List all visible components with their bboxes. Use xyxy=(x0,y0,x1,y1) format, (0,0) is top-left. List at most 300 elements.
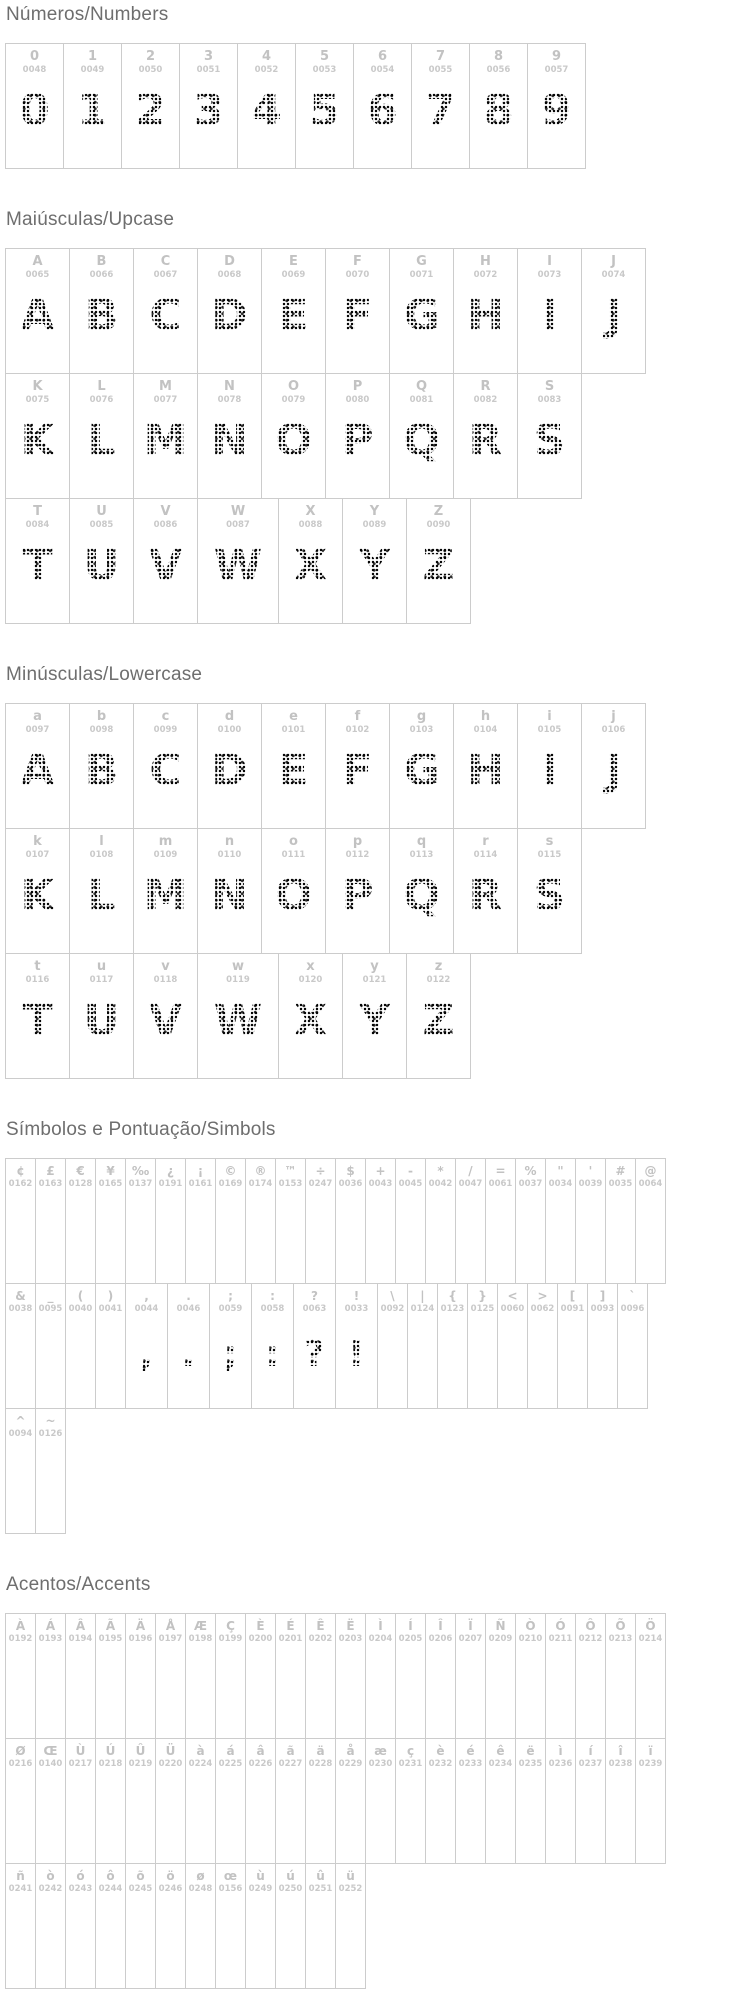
char-label: Ü xyxy=(165,1744,176,1758)
char-code: 0241 xyxy=(8,1884,33,1894)
char-glyph: . xyxy=(168,1324,209,1382)
char-label: À xyxy=(15,1619,26,1633)
char-code: 0048 xyxy=(22,65,47,75)
char-cell xyxy=(126,1864,156,1989)
char-label: c xyxy=(161,709,170,724)
char-code: 0123 xyxy=(440,1304,465,1314)
char-cell xyxy=(70,954,134,1079)
char-glyph xyxy=(588,1324,617,1382)
char-code: 0034 xyxy=(548,1179,573,1189)
char-code: 0042 xyxy=(428,1179,453,1189)
char-glyph: W xyxy=(198,995,278,1053)
char-cell xyxy=(454,374,518,499)
char-label: Ê xyxy=(316,1619,325,1633)
char-label: ™ xyxy=(284,1164,297,1178)
char-code: 0058 xyxy=(260,1304,285,1314)
char-glyph: N xyxy=(198,870,261,928)
char-code: 0251 xyxy=(308,1884,333,1894)
char-glyph xyxy=(366,1779,395,1837)
char-cell xyxy=(36,1614,66,1739)
char-cell xyxy=(456,1159,486,1284)
char-label: ì xyxy=(558,1744,563,1758)
char-label: ä xyxy=(316,1744,325,1758)
char-code: 0039 xyxy=(578,1179,603,1189)
char-cell xyxy=(134,249,198,374)
glyph-row-table xyxy=(5,1738,666,1864)
char-cell xyxy=(96,1739,126,1864)
section-heading: Minúsculas/Lowercase xyxy=(6,664,203,685)
glyph-row-table xyxy=(5,703,646,829)
char-cell xyxy=(216,1864,246,1989)
char-glyph xyxy=(186,1199,215,1257)
char-cell xyxy=(6,1864,36,1989)
char-glyph: 8 xyxy=(470,85,527,143)
char-glyph xyxy=(96,1654,125,1712)
char-label: õ xyxy=(136,1869,145,1883)
char-label: ^ xyxy=(15,1414,26,1428)
char-cell xyxy=(276,1159,306,1284)
char-label: Ú xyxy=(105,1744,116,1758)
char-glyph xyxy=(516,1779,545,1837)
char-glyph xyxy=(636,1199,665,1257)
char-glyph: K xyxy=(6,870,69,928)
char-label: d xyxy=(224,709,235,724)
char-cell xyxy=(198,499,279,624)
char-glyph: F xyxy=(326,290,389,348)
glyph-section-lowercase xyxy=(5,664,730,1079)
char-glyph xyxy=(408,1324,437,1382)
char-code: 0057 xyxy=(544,65,569,75)
char-cell xyxy=(216,1739,246,1864)
char-glyph: D xyxy=(198,745,261,803)
char-label: ® xyxy=(254,1164,267,1178)
char-label: Ä xyxy=(135,1619,146,1633)
char-cell xyxy=(468,1284,498,1409)
char-cell xyxy=(546,1159,576,1284)
char-label: + xyxy=(375,1164,386,1178)
char-code: 0119 xyxy=(226,975,250,985)
char-code: 0096 xyxy=(620,1304,645,1314)
char-cell xyxy=(64,44,122,169)
char-label: ' xyxy=(588,1164,593,1178)
char-code: 0035 xyxy=(608,1179,633,1189)
char-label: Ì xyxy=(378,1619,383,1633)
char-code: 0050 xyxy=(138,65,163,75)
char-code: 0084 xyxy=(25,520,50,530)
char-cell xyxy=(246,1864,276,1989)
char-code: 0097 xyxy=(25,725,50,735)
char-label: : xyxy=(270,1289,275,1303)
char-cell xyxy=(216,1614,246,1739)
char-glyph: O xyxy=(262,870,325,928)
char-label: N xyxy=(224,379,235,394)
char-glyph: L xyxy=(70,415,133,473)
char-glyph: Z xyxy=(407,995,470,1053)
char-code: 0056 xyxy=(486,65,511,75)
char-code: 0245 xyxy=(128,1884,153,1894)
char-label: à xyxy=(196,1744,205,1758)
char-glyph: P xyxy=(326,870,389,928)
char-glyph xyxy=(456,1779,485,1837)
char-label: Ë xyxy=(346,1619,355,1633)
char-glyph: U xyxy=(70,540,133,598)
glyph-row-table xyxy=(5,373,582,499)
char-code: 0082 xyxy=(473,395,498,405)
char-label: é xyxy=(466,1744,475,1758)
char-glyph: T xyxy=(6,995,69,1053)
char-cell xyxy=(210,1284,252,1409)
char-glyph xyxy=(276,1779,305,1837)
char-cell xyxy=(66,1159,96,1284)
char-label: z xyxy=(434,959,443,974)
char-label: Ö xyxy=(645,1619,656,1633)
char-label: K xyxy=(32,379,43,394)
char-cell xyxy=(546,1739,576,1864)
char-code: 0085 xyxy=(89,520,114,530)
char-glyph: B xyxy=(70,745,133,803)
char-cell xyxy=(6,829,70,954)
char-code: 0156 xyxy=(218,1884,243,1894)
char-code: 0234 xyxy=(488,1759,513,1769)
char-code: 0122 xyxy=(426,975,451,985)
char-code: 0204 xyxy=(368,1634,393,1644)
char-cell xyxy=(558,1284,588,1409)
char-code: 0063 xyxy=(302,1304,327,1314)
char-code: 0211 xyxy=(548,1634,573,1644)
char-glyph xyxy=(378,1324,407,1382)
char-cell xyxy=(168,1284,210,1409)
char-cell xyxy=(498,1284,528,1409)
char-cell xyxy=(326,704,390,829)
char-label: & xyxy=(15,1289,26,1303)
char-glyph xyxy=(96,1324,125,1382)
char-code: 0106 xyxy=(601,725,626,735)
char-label: ` xyxy=(629,1289,636,1303)
char-glyph: V xyxy=(134,540,197,598)
char-code: 0095 xyxy=(38,1304,63,1314)
char-glyph xyxy=(618,1324,647,1382)
char-cell xyxy=(407,954,471,1079)
char-cell xyxy=(390,374,454,499)
char-glyph xyxy=(156,1654,185,1712)
char-code: 0043 xyxy=(368,1179,393,1189)
char-cell xyxy=(336,1864,366,1989)
char-cell xyxy=(70,374,134,499)
character-map-page xyxy=(5,4,730,1989)
glyph-row-table xyxy=(5,1158,666,1284)
char-code: 0201 xyxy=(278,1634,303,1644)
char-code: 0111 xyxy=(281,850,306,860)
char-cell xyxy=(180,44,238,169)
char-label: í xyxy=(588,1744,593,1758)
char-label: å xyxy=(346,1744,355,1758)
char-label: q xyxy=(416,834,427,849)
char-code: 0232 xyxy=(428,1759,453,1769)
char-glyph: : xyxy=(252,1324,293,1382)
char-code: 0163 xyxy=(38,1179,63,1189)
char-code: 0128 xyxy=(68,1179,93,1189)
section-heading: Símbolos e Pontuação/Simbols xyxy=(6,1119,276,1140)
char-code: 0103 xyxy=(409,725,434,735)
char-code: 0070 xyxy=(345,270,370,280)
char-code: 0059 xyxy=(218,1304,243,1314)
char-label: ü xyxy=(346,1869,355,1883)
char-label: " xyxy=(557,1164,564,1178)
char-glyph xyxy=(66,1324,95,1382)
char-label: Æ xyxy=(193,1619,208,1633)
char-glyph xyxy=(186,1654,215,1712)
char-cell xyxy=(134,374,198,499)
char-code: 0068 xyxy=(217,270,242,280)
char-glyph xyxy=(66,1654,95,1712)
char-cell xyxy=(198,249,262,374)
char-glyph: 5 xyxy=(296,85,353,143)
char-glyph xyxy=(486,1654,515,1712)
char-label: 1 xyxy=(87,49,98,64)
char-label: t xyxy=(34,959,41,974)
char-glyph: 4 xyxy=(238,85,295,143)
char-label: / xyxy=(468,1164,473,1178)
char-label: Ò xyxy=(525,1619,536,1633)
char-cell xyxy=(636,1159,666,1284)
char-cell xyxy=(134,829,198,954)
char-cell xyxy=(454,829,518,954)
char-cell xyxy=(408,1284,438,1409)
char-cell xyxy=(426,1739,456,1864)
char-cell xyxy=(343,954,407,1079)
char-label: ( xyxy=(77,1289,84,1303)
char-cell xyxy=(6,499,70,624)
char-cell xyxy=(412,44,470,169)
char-glyph xyxy=(606,1654,635,1712)
section-heading: Números/Numbers xyxy=(6,4,169,25)
char-code: 0118 xyxy=(153,975,178,985)
char-label: P xyxy=(352,379,363,394)
char-label: - xyxy=(408,1164,413,1178)
char-label: Ã xyxy=(105,1619,116,1633)
char-cell xyxy=(262,249,326,374)
char-cell xyxy=(198,954,279,1079)
char-glyph: M xyxy=(134,870,197,928)
char-label: m xyxy=(158,834,173,849)
char-glyph xyxy=(546,1654,575,1712)
char-label: ) xyxy=(107,1289,114,1303)
char-cell xyxy=(186,1159,216,1284)
char-label: ö xyxy=(166,1869,175,1883)
char-label: o xyxy=(289,834,298,849)
char-cell xyxy=(396,1159,426,1284)
char-glyph: R xyxy=(454,415,517,473)
char-code: 0080 xyxy=(345,395,370,405)
char-label: s xyxy=(545,834,554,849)
char-code: 0199 xyxy=(218,1634,243,1644)
char-glyph: X xyxy=(279,995,342,1053)
char-code: 0195 xyxy=(98,1634,123,1644)
char-glyph xyxy=(306,1779,335,1837)
char-code: 0088 xyxy=(298,520,323,530)
char-code: 0230 xyxy=(368,1759,393,1769)
char-code: 0052 xyxy=(254,65,279,75)
char-code: 0105 xyxy=(537,725,562,735)
char-cell xyxy=(156,1864,186,1989)
char-code: 0066 xyxy=(89,270,114,280)
char-glyph xyxy=(186,1779,215,1837)
char-label: J xyxy=(611,254,616,269)
char-label: Á xyxy=(45,1619,56,1633)
char-glyph: J xyxy=(582,745,645,803)
char-code: 0249 xyxy=(248,1884,273,1894)
char-cell xyxy=(70,499,134,624)
char-cell xyxy=(454,704,518,829)
char-code: 0094 xyxy=(8,1429,33,1439)
char-code: 0087 xyxy=(226,520,250,530)
char-code: 0224 xyxy=(188,1759,213,1769)
char-glyph xyxy=(426,1199,455,1257)
char-cell xyxy=(470,44,528,169)
char-glyph xyxy=(216,1779,245,1837)
char-glyph: Z xyxy=(407,540,470,598)
char-code: 0044 xyxy=(134,1304,159,1314)
char-glyph: C xyxy=(134,745,197,803)
char-cell xyxy=(96,1614,126,1739)
char-code: 0078 xyxy=(217,395,242,405)
char-label: Î xyxy=(438,1619,443,1633)
char-label: œ xyxy=(223,1869,238,1883)
char-cell xyxy=(366,1739,396,1864)
char-cell xyxy=(134,499,198,624)
char-cell xyxy=(186,1864,216,1989)
glyph-section-upcase xyxy=(5,209,730,624)
char-label: ë xyxy=(526,1744,535,1758)
char-glyph xyxy=(246,1199,275,1257)
char-code: 0113 xyxy=(409,850,434,860)
char-glyph: 1 xyxy=(64,85,121,143)
char-label: ; xyxy=(228,1289,233,1303)
char-label: ã xyxy=(286,1744,295,1758)
char-code: 0054 xyxy=(370,65,395,75)
char-glyph xyxy=(96,1199,125,1257)
char-label: > xyxy=(537,1289,548,1303)
char-cell xyxy=(390,249,454,374)
char-cell xyxy=(279,954,343,1079)
section-heading: Maiúsculas/Upcase xyxy=(6,209,175,230)
char-label: * xyxy=(437,1164,444,1178)
char-glyph xyxy=(606,1199,635,1257)
char-code: 0192 xyxy=(8,1634,33,1644)
char-cell xyxy=(618,1284,648,1409)
char-label: U xyxy=(96,504,107,519)
char-label: g xyxy=(416,709,427,724)
char-cell xyxy=(36,1159,66,1284)
char-glyph: 0 xyxy=(6,85,63,143)
char-cell xyxy=(262,829,326,954)
char-code: 0077 xyxy=(153,395,178,405)
char-label: 9 xyxy=(551,49,562,64)
char-code: 0205 xyxy=(398,1634,423,1644)
char-code: 0041 xyxy=(98,1304,123,1314)
char-code: 0239 xyxy=(638,1759,663,1769)
char-cell xyxy=(6,1159,36,1284)
char-code: 0196 xyxy=(128,1634,153,1644)
char-cell xyxy=(134,954,198,1079)
char-cell xyxy=(426,1159,456,1284)
char-glyph xyxy=(66,1779,95,1837)
char-glyph: B xyxy=(70,290,133,348)
char-label: ] xyxy=(599,1289,606,1303)
char-glyph xyxy=(156,1779,185,1837)
char-label: k xyxy=(33,834,42,849)
char-label: H xyxy=(480,254,491,269)
char-cell xyxy=(582,704,646,829)
char-cell xyxy=(6,44,64,169)
char-label: ¢ xyxy=(16,1164,25,1178)
char-cell xyxy=(296,44,354,169)
char-label: 5 xyxy=(319,49,330,64)
char-glyph xyxy=(558,1324,587,1382)
char-code: 0161 xyxy=(188,1179,213,1189)
char-glyph: ; xyxy=(210,1324,251,1382)
char-label: l xyxy=(99,834,104,849)
char-label: Õ xyxy=(615,1619,626,1633)
char-cell xyxy=(518,374,582,499)
char-code: 0055 xyxy=(428,65,453,75)
char-glyph: ? xyxy=(294,1324,335,1382)
char-glyph: Y xyxy=(343,540,406,598)
char-code: 0229 xyxy=(338,1759,363,1769)
char-label: A xyxy=(32,254,43,269)
char-code: 0115 xyxy=(537,850,562,860)
char-code: 0062 xyxy=(530,1304,555,1314)
char-glyph xyxy=(396,1199,425,1257)
char-code: 0109 xyxy=(153,850,178,860)
char-cell xyxy=(390,829,454,954)
char-label: 4 xyxy=(261,49,272,64)
char-label: 2 xyxy=(145,49,156,64)
char-cell xyxy=(588,1284,618,1409)
char-code: 0092 xyxy=(380,1304,405,1314)
char-cell xyxy=(306,1614,336,1739)
char-glyph xyxy=(576,1779,605,1837)
char-code: 0086 xyxy=(153,520,178,530)
char-code: 0061 xyxy=(488,1179,513,1189)
char-glyph xyxy=(126,1654,155,1712)
char-label: ÷ xyxy=(315,1164,326,1178)
char-cell xyxy=(407,499,471,624)
char-code: 0165 xyxy=(98,1179,123,1189)
char-glyph xyxy=(576,1199,605,1257)
char-label: Œ xyxy=(43,1744,58,1758)
char-code: 0247 xyxy=(308,1179,333,1189)
char-code: 0125 xyxy=(470,1304,495,1314)
char-glyph: S xyxy=(518,870,581,928)
char-label: ? xyxy=(311,1289,318,1303)
char-code: 0090 xyxy=(426,520,451,530)
char-label: E xyxy=(289,254,298,269)
char-code: 0102 xyxy=(345,725,370,735)
char-code: 0252 xyxy=(338,1884,363,1894)
char-label: C xyxy=(160,254,171,269)
char-label: Â xyxy=(75,1619,86,1633)
char-glyph xyxy=(456,1199,485,1257)
char-cell xyxy=(246,1739,276,1864)
char-cell xyxy=(636,1614,666,1739)
char-cell xyxy=(576,1614,606,1739)
char-cell xyxy=(238,44,296,169)
glyph-section-numbers xyxy=(5,4,730,169)
char-cell xyxy=(390,704,454,829)
char-label: % xyxy=(524,1164,537,1178)
char-cell xyxy=(606,1739,636,1864)
